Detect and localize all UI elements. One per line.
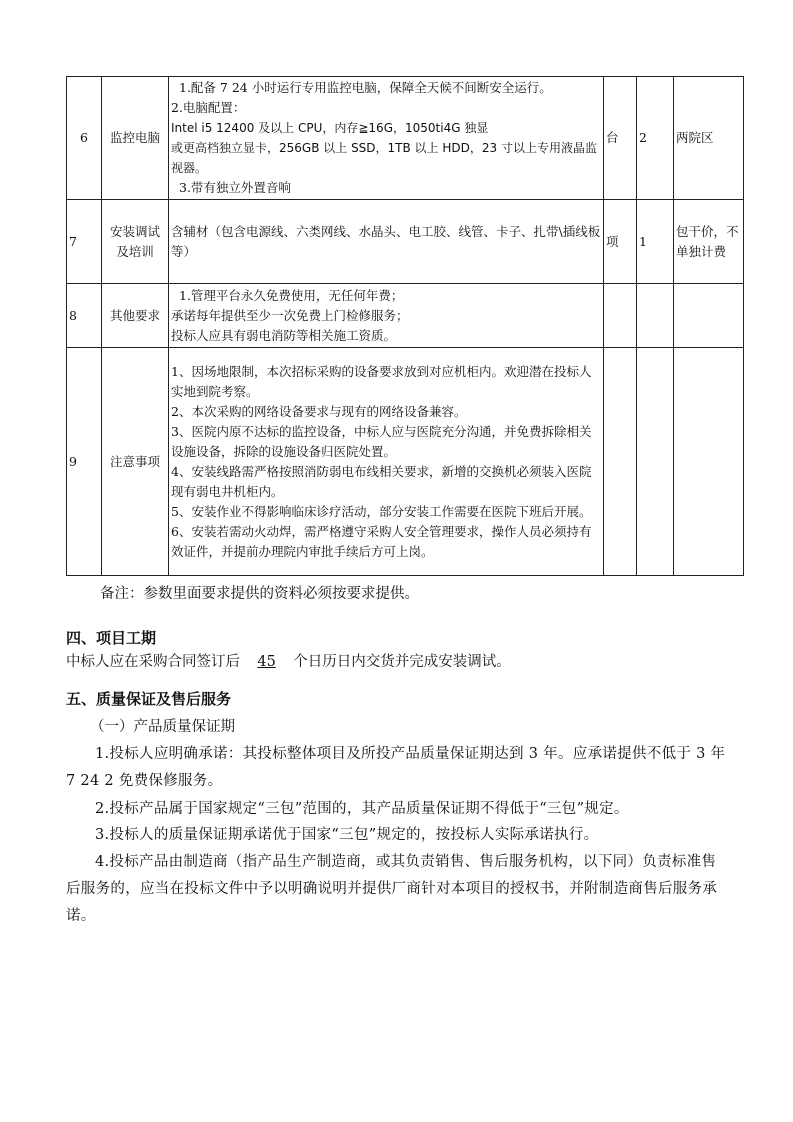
row-number: 9 — [67, 348, 102, 576]
item-description — [169, 348, 604, 576]
description-line: 5、安装作业不得影响临床诊疗活动，部分安装工作需要在医院下班后开展。 — [171, 503, 592, 519]
item-name: 其他要求 — [102, 284, 169, 348]
table-remark: 备注：参数里面要求提供的资料必须按要求提供。 — [100, 586, 419, 602]
requirements-table — [66, 76, 744, 576]
table-row — [67, 348, 744, 576]
item-remark — [674, 284, 744, 348]
description-line: 1.管理平台永久免费使用，无任何年费； — [179, 287, 404, 303]
description-line: 含辅材（包含电源线、六类网线、水晶头、电工胶、线管、卡子、扎带\插线板等） — [171, 223, 601, 259]
row-number: 7 — [67, 200, 102, 284]
schedule-text: 个日历日内交货并完成安装调试。 — [293, 654, 511, 670]
table-row — [67, 284, 744, 348]
table-row — [67, 200, 744, 284]
item-unit: 项 — [604, 200, 637, 284]
item-unit — [604, 284, 637, 348]
item-quantity: 1 — [637, 200, 674, 284]
description-line: 6、安装若需动火动焊，需严格遵守采购人安全管理要求，操作人员必须持有效证件，并提前办理院内审批手续后方可上岗。 — [171, 523, 592, 559]
subsection-heading: （一）产品质量保证期 — [90, 719, 235, 735]
description-line: 2、本次采购的网络设备要求与现有的网络设备兼容。 — [171, 403, 467, 419]
description-line: 3.带有独立外置音响 — [179, 180, 291, 195]
item-remark: 包干价，不单独计费 — [674, 200, 744, 284]
item-unit — [604, 348, 637, 576]
schedule-text: 中标人应在采购合同签订后 — [66, 654, 240, 670]
item-description — [169, 284, 604, 348]
item-remark — [674, 348, 744, 576]
table-row — [67, 77, 744, 200]
item-description — [169, 200, 604, 284]
schedule-paragraph — [66, 650, 511, 671]
row-number: 8 — [67, 284, 102, 348]
description-line: 3、医院内原不达标的监控设备，中标人应与医院充分沟通，并免费拆除相关设施设备，拆除的设施设备归医院处置。 — [171, 423, 592, 459]
section-heading-schedule: 四、项目工期 — [66, 629, 157, 647]
description-line: 2.电脑配置： — [171, 100, 246, 115]
description-line: 投标人应具有弱电消防等相关施工资质。 — [171, 327, 397, 343]
description-line: 承诺每年提供至少一次免费上门检修服务； — [171, 307, 409, 323]
description-line: 或更高档独立显卡，256GB 以上 SSD，1TB 以上 HDD，23 寸以上专用液晶监视器。 — [171, 141, 597, 175]
description-line: Intel i5 12400 及以上 CPU，内存≧16G，1050ti4G 独显 — [171, 121, 489, 135]
description-line: 1.配备 7 24 小时运行专用监控电脑，保障全天候不间断安全运行。 — [179, 80, 552, 95]
item-unit: 台 — [604, 77, 637, 200]
item-quantity: 2 — [637, 77, 674, 200]
description-line: 4、安装线路需严格按照消防弱电布线相关要求，新增的交换机必须装入医院现有弱电井机柜内。 — [171, 463, 592, 499]
item-name: 安装调试及培训 — [102, 200, 169, 284]
item-name: 监控电脑 — [102, 77, 169, 200]
item-remark: 两院区 — [674, 77, 744, 200]
paragraph: 4.投标产品由制造商（指产品生产制造商，或其负责销售、售后服务机构，以下同）负责标准售后服务的，应当在投标文件中予以明确说明并提供厂商针对本项目的授权书，并附制造商售后服务承诺。 — [66, 854, 718, 924]
description-line: 1、因场地限制，本次招标采购的设备要求放到对应机柜内。欢迎潜在投标人实地到院考察。 — [171, 363, 592, 399]
item-description — [169, 77, 604, 200]
paragraph: 3.投标人的质量保证期承诺优于国家“三包”规定的，按投标人实际承诺执行。 — [95, 827, 599, 843]
paragraph: 1.投标人应明确承诺：其投标整体项目及所投产品质量保证期达到 3 年。应承诺提供不低于 3 年 7 24 2 免费保修服务。 — [66, 746, 726, 789]
item-quantity — [637, 284, 674, 348]
item-quantity — [637, 348, 674, 576]
schedule-days: 45 — [257, 654, 276, 670]
item-name: 注意事项 — [102, 348, 169, 576]
section-heading-warranty: 五、质量保证及售后服务 — [66, 690, 232, 708]
row-number: 6 — [67, 77, 102, 200]
paragraph: 2.投标产品属于国家规定“三包”范围的，其产品质量保证期不得低于“三包”规定。 — [95, 801, 629, 817]
